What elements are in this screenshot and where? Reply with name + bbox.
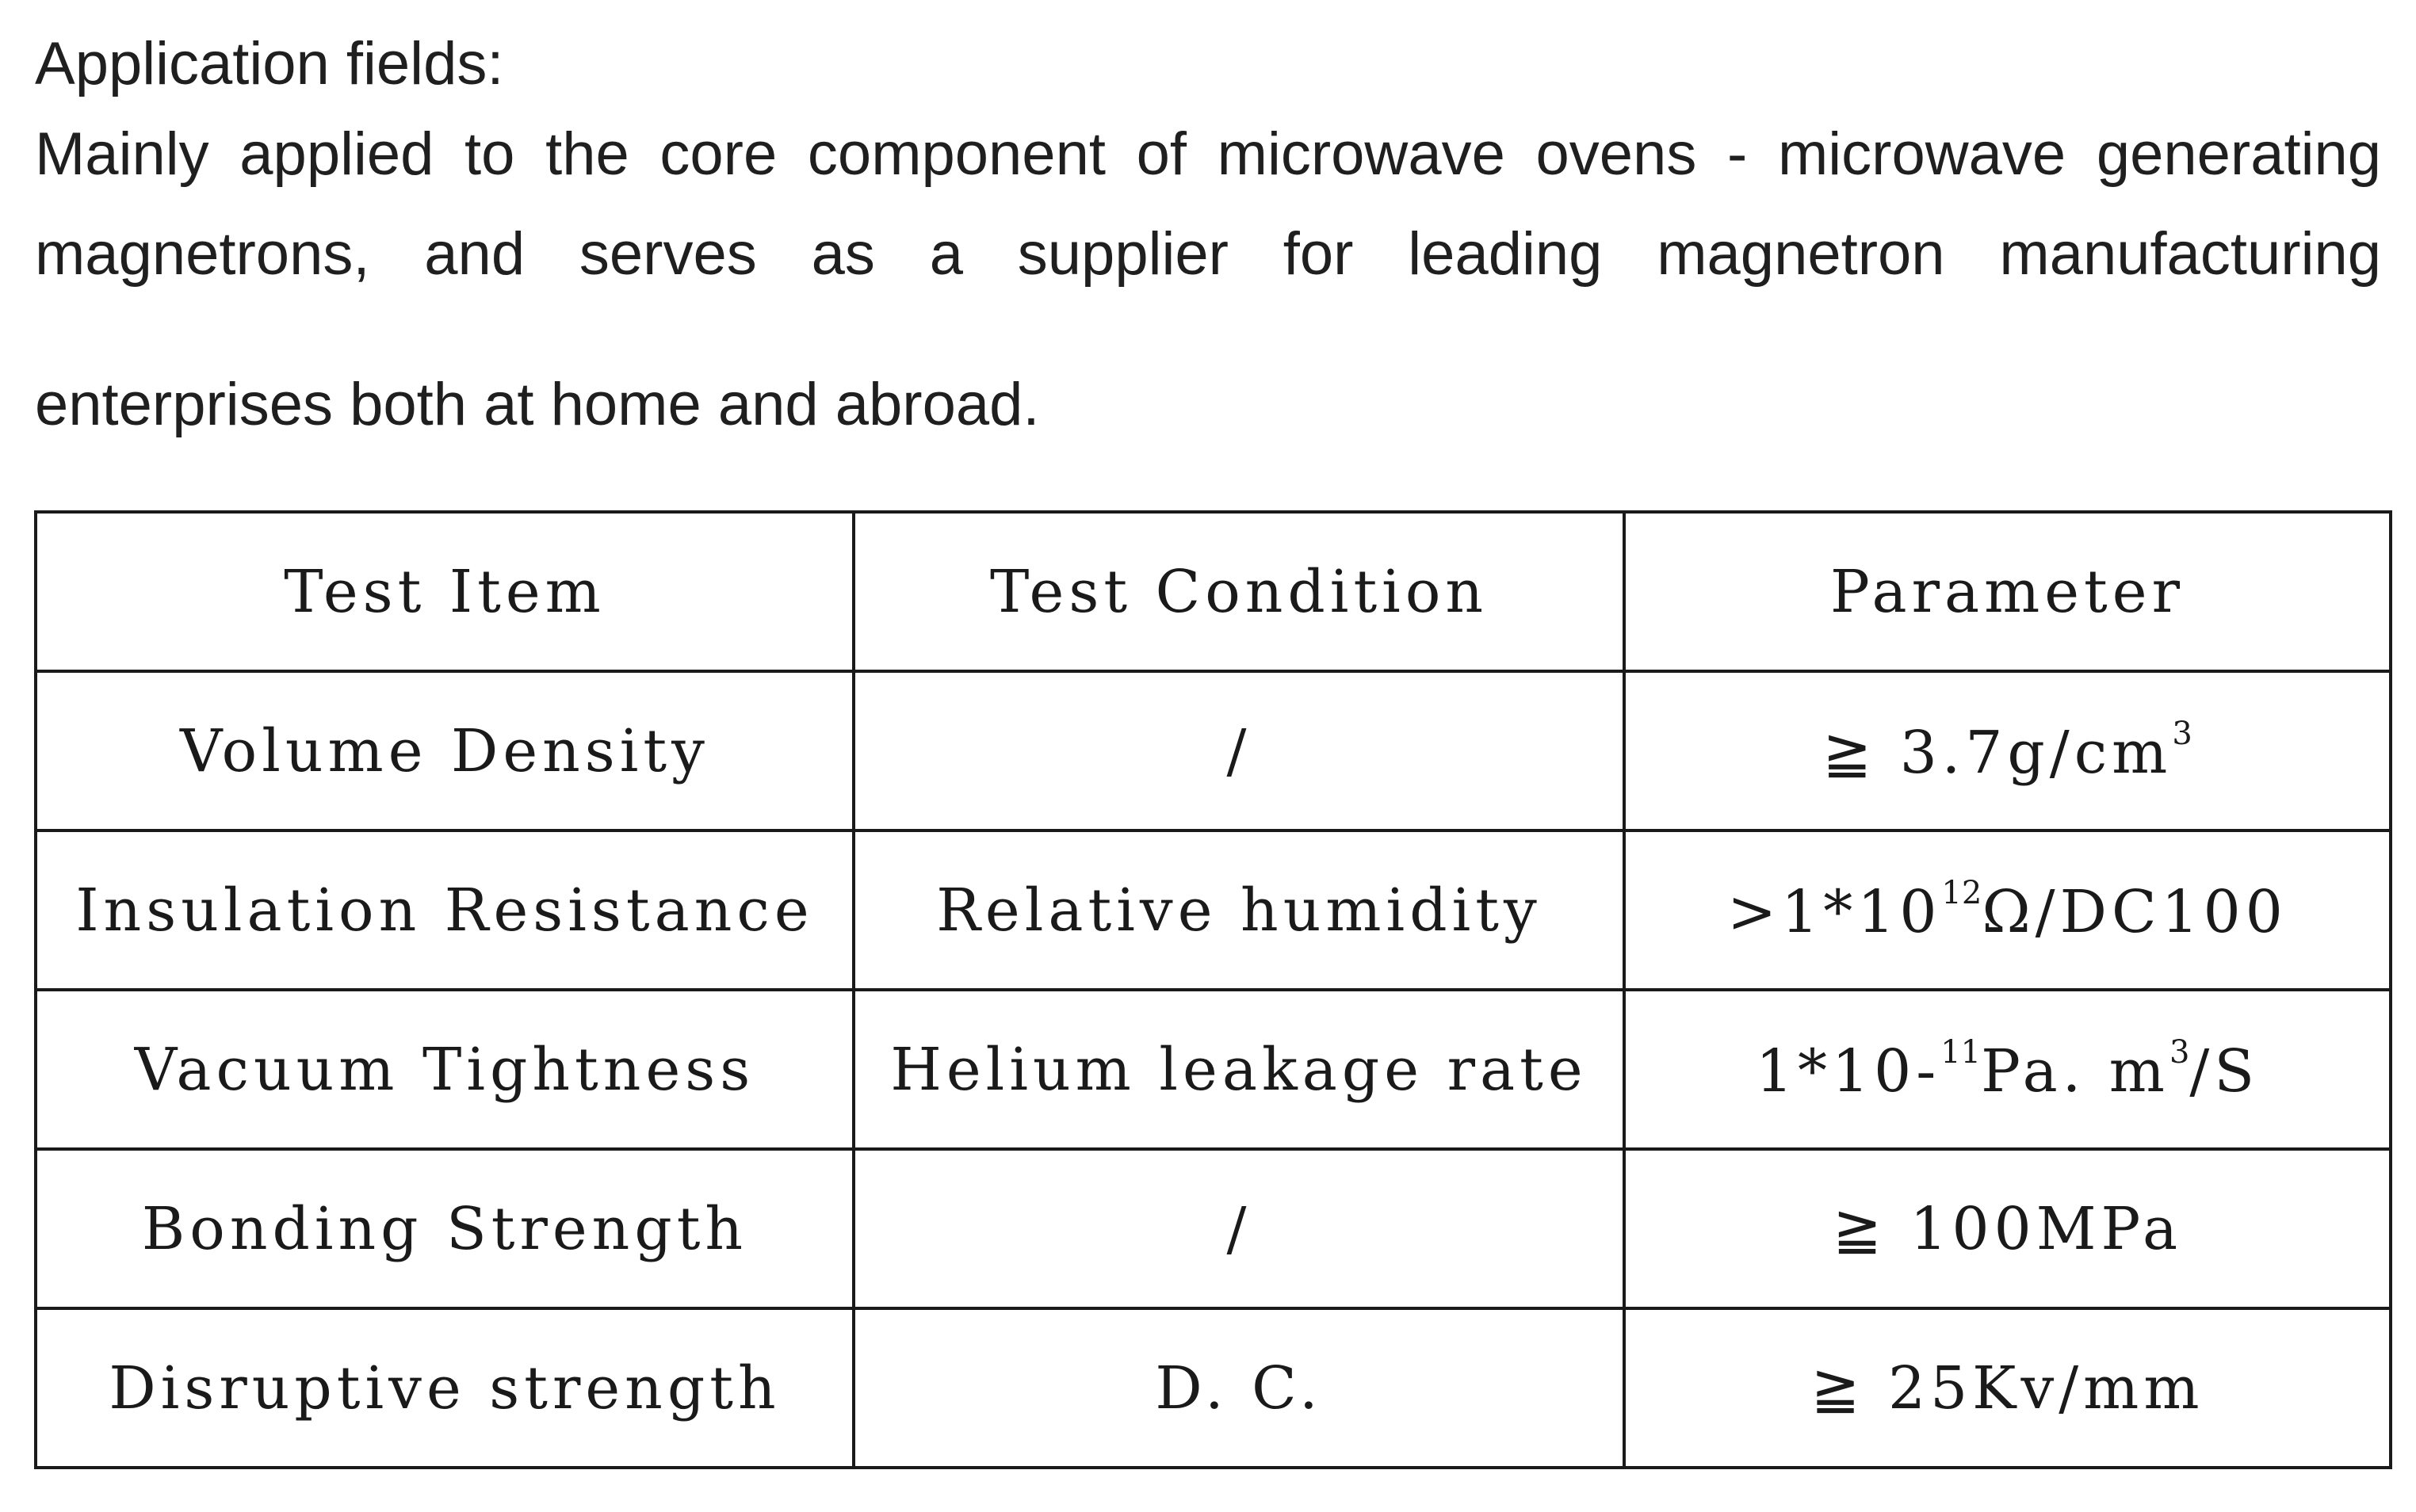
cell-test-condition: D. C. [854, 1308, 1624, 1468]
header-test-item: Test Item [36, 512, 854, 671]
table-row [36, 830, 2391, 990]
cell-test-condition: Relative humidity [854, 830, 1624, 990]
cell-test-item: Insulation Resistance [36, 830, 854, 990]
cell-test-condition: / [854, 671, 1624, 830]
param-text: >1*10 [1727, 877, 1942, 946]
header-test-condition: Test Condition [854, 512, 1624, 671]
param-text: 1*10- [1755, 1037, 1941, 1105]
table-row [36, 1308, 2391, 1468]
param-text-middle: Pa. m [1981, 1037, 2169, 1105]
param-superscript: 11 [1940, 1033, 1982, 1071]
section-heading: Application fields: [35, 30, 504, 97]
cell-test-item: Vacuum Tightness [36, 990, 854, 1149]
cell-parameter [1624, 830, 2391, 990]
header-parameter: Parameter [1624, 512, 2391, 671]
cell-test-item: Bonding Strength [36, 1149, 854, 1308]
paragraph-line-2: magnetrons, and serves as a supplier for leading magnetron manufacturing [35, 220, 2381, 288]
cell-parameter [1624, 1149, 2391, 1308]
param-text-suffix: Ω/DC100 [1982, 877, 2288, 946]
cell-parameter [1624, 671, 2391, 830]
param-text: ≧ 3.7g/cm [1822, 718, 2173, 787]
application-fields-section [35, 24, 2381, 455]
cell-test-item: Disruptive strength [36, 1308, 854, 1468]
paragraph-line-3: enterprises both at home and abroad. [35, 371, 1040, 438]
table-row [36, 990, 2391, 1149]
param-superscript: 3 [2172, 715, 2192, 752]
table-row [36, 1149, 2391, 1308]
param-text: ≧ 25Kv/mm [1810, 1354, 2204, 1422]
cell-parameter [1624, 1308, 2391, 1468]
cell-parameter [1624, 990, 2391, 1149]
table-row [36, 671, 2391, 830]
test-parameter-table [34, 510, 2392, 1469]
cell-test-item: Volume Density [36, 671, 854, 830]
param-text: ≧ 100MPa [1832, 1194, 2183, 1263]
cell-test-condition: / [854, 1149, 1624, 1308]
table-header-row [36, 512, 2391, 671]
param-superscript-2: 3 [2169, 1033, 2190, 1071]
param-text-suffix: /S [2189, 1037, 2260, 1105]
paragraph-line-1: Mainly applied to the core component of microwave ovens - microwave generating [35, 120, 2381, 188]
param-superscript: 12 [1941, 874, 1982, 911]
cell-test-condition: Helium leakage rate [854, 990, 1624, 1149]
